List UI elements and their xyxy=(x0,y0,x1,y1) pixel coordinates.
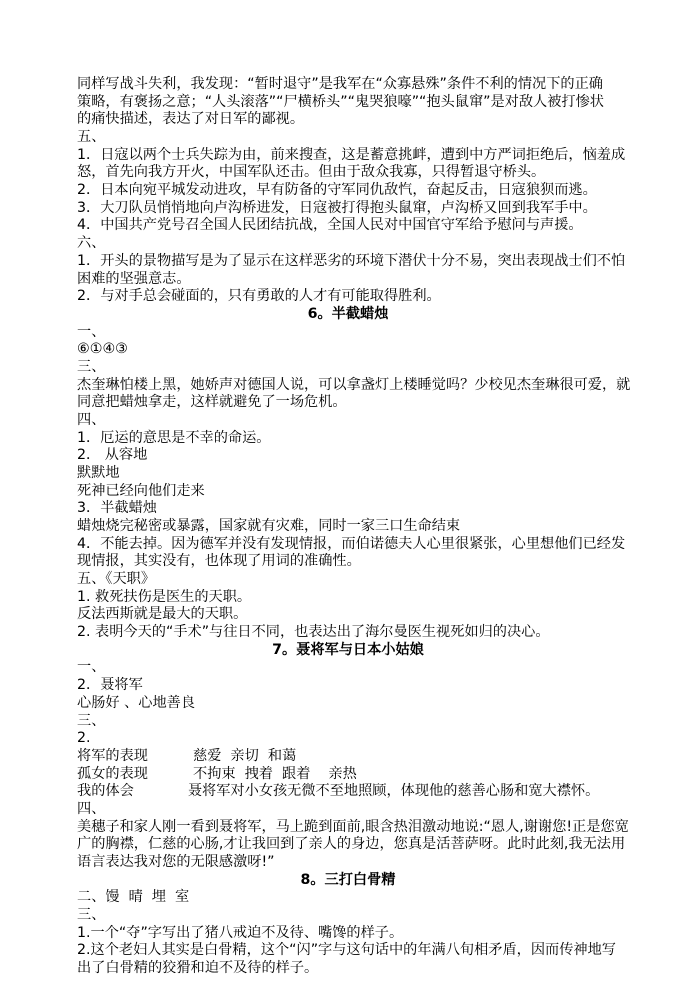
text-line: 1. 救死扶伤是医生的天职。 xyxy=(77,588,252,605)
text-line: 1．开头的景物描写是为了显示在这样恶劣的环境下潜伏十分不易，突出表现战士们不怕 xyxy=(77,252,626,269)
text-line: 4．中国共产党号召全国人民团结抗战，全国人民对中国官守军给予慰问与声援。 xyxy=(77,217,583,234)
text-line: 反法西斯就是最大的天职。 xyxy=(77,606,248,623)
text-line: 2．日本向宛平城发动进攻，早有防备的守军同仇敌忾，奋起反击，日寇狼狈而逃。 xyxy=(77,182,597,199)
text-line: ⑥①④③ xyxy=(77,341,128,358)
text-line: 美穗子和家人刚一看到聂将军，马上跪到面前,眼含热泪激动地说:“恩人,谢谢您!正是您宽 xyxy=(77,818,629,835)
text-line: 我的体会 聂将军对小女孩无微不至地照顾，体现他的慈善心肠和宽大襟怀。 xyxy=(77,783,600,800)
text-line: 2．与对手总会碰面的，只有勇敢的人才有可能取得胜利。 xyxy=(77,288,441,305)
text-line: 1．厄运的意思是不幸的命运。 xyxy=(77,429,271,446)
text-line: 出了白骨精的狡猾和迫不及待的样子。 xyxy=(77,960,319,976)
text-line: 孤女的表现 不拘束 拽着 跟着 亲热 xyxy=(77,765,357,782)
text-line: 2.这个老妇人其实是白骨精，这个“闪”字与这句话中的年满八旬相矛盾，因而传神地写 xyxy=(77,942,616,959)
lesson-heading: 8。三打白骨精 xyxy=(300,871,396,888)
text-line: 广的胸襟，仁慈的心肠,才让我回到了亲人的身边，您真是活菩萨呀。此时此刻,我无法用 xyxy=(77,836,626,853)
text-line: 默默地 xyxy=(77,465,120,481)
text-line: 策略，有褒扬之意；“人头滚落”“尸横桥头”“鬼哭狼嚎”“抱头鼠窜”是对敌人被打惨状 xyxy=(77,93,604,110)
text-line: 2．聂将军 xyxy=(77,677,143,694)
text-line: 1.一个“夺”字写出了猪八戒迫不及待、嘴馋的样子。 xyxy=(77,924,404,941)
text-line: 4．不能去掉。因为德军并没有发现情报，而伯诺德夫人心里很紧张，心里想他们已经发 xyxy=(77,535,626,552)
text-line: 死神已经向他们走来 xyxy=(77,482,205,499)
section-number: 一、 xyxy=(77,323,106,340)
text-line: 心肠好 、心地善良 xyxy=(77,694,196,711)
text-line: 的痛快描述，表达了对日军的鄙视。 xyxy=(77,111,305,128)
text-line: 现情报，其实没有，也体现了用词的准确性。 xyxy=(77,553,361,570)
text-line: 二、馒 晴 埋 室 xyxy=(77,889,190,906)
section-number: 六、 xyxy=(77,235,106,252)
text-line: 3．半截蜡烛 xyxy=(77,500,157,517)
text-line: 五、《天职》 xyxy=(77,571,156,587)
lesson-heading: 6。半截蜡烛 xyxy=(307,305,389,322)
section-number: 三、 xyxy=(77,907,106,923)
text-line: 1．日寇以两个士兵失踪为由，前来搜查，这是蓄意挑衅，遭到中方严词拒绝后，恼羞成 xyxy=(77,146,626,163)
text-line: 同样写战斗失利，我发现：“暂时退守”是我军在“众寡悬殊”条件不利的情况下的正确 xyxy=(77,76,603,92)
text-line: 2． 从容地 xyxy=(77,447,148,464)
lesson-heading: 7。聂将军与日本小姑娘 xyxy=(272,641,424,658)
text-line: 同意把蜡烛拿走，这样就避免了一场危机。 xyxy=(77,394,347,411)
text-line: 困难的坚强意志。 xyxy=(77,270,191,287)
section-number: 五、 xyxy=(77,129,106,145)
section-number: 一、 xyxy=(77,659,106,676)
text-line: 语言表达我对您的无限感激呀!” xyxy=(77,853,275,870)
text-line: 2. xyxy=(77,730,91,747)
section-number: 四、 xyxy=(77,411,106,428)
section-number: 三、 xyxy=(77,358,106,375)
section-number: 三、 xyxy=(77,712,106,729)
text-line: 杰奎琳怕楼上黑，她娇声对德国人说，可以拿盏灯上楼睡觉吗？少校见杰奎琳很可爱，就 xyxy=(77,376,631,393)
text-line: 将军的表现 慈爱 亲切 和蔼 xyxy=(77,747,297,764)
text-line: 3．大刀队员悄悄地向卢沟桥进发，日寇被打得抱头鼠窜，卢沟桥又回到我军手中。 xyxy=(77,199,597,216)
text-line: 2. 表明今天的“手术”与往日不同，也表达出了海尔曼医生视死如归的决心。 xyxy=(77,624,550,641)
section-number: 四、 xyxy=(77,800,106,817)
text-line: 怒，首先向我方开火，中国军队还击。但由于敌众我寡，只得暂退守桥头。 xyxy=(77,164,546,181)
text-line: 蜡烛烧完秘密或暴露，国家就有灾难，同时一家三口生命结束 xyxy=(77,518,461,534)
